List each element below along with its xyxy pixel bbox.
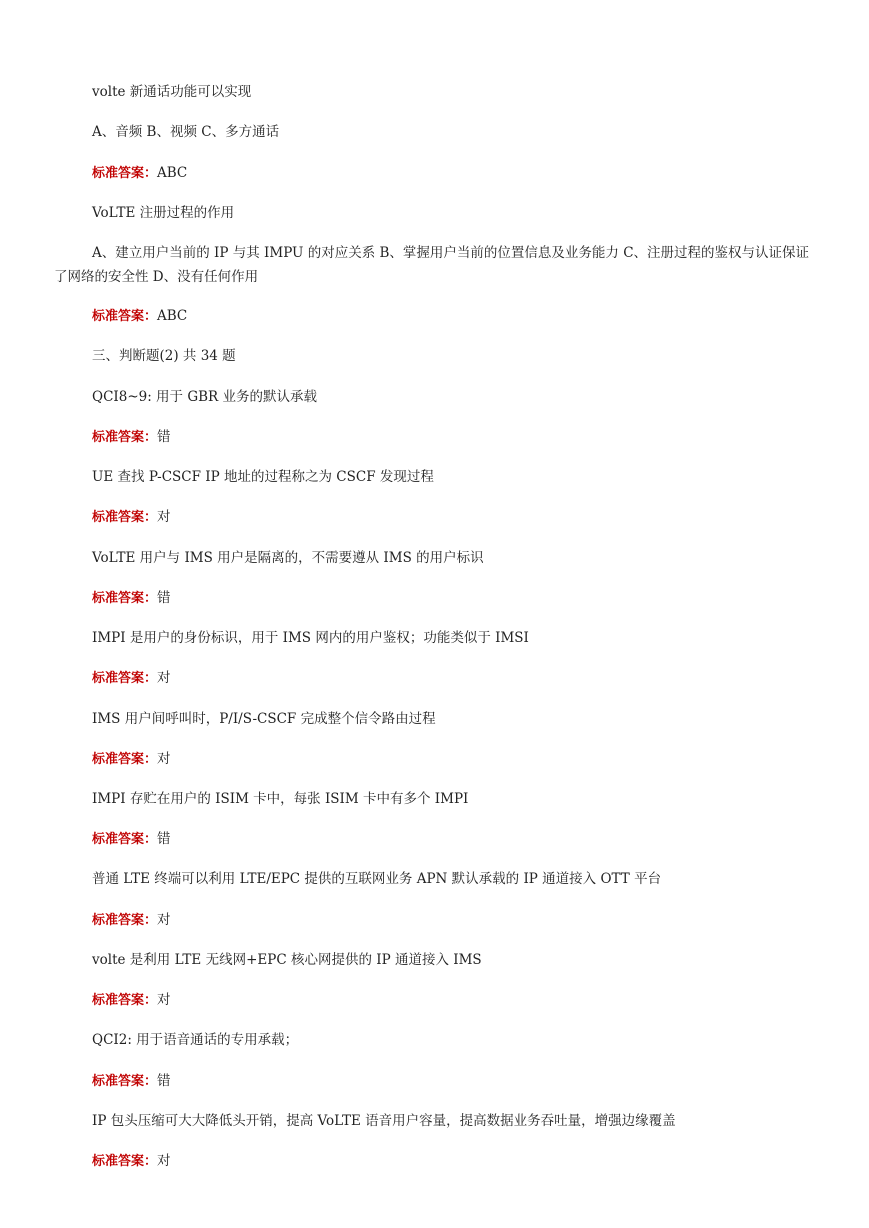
answer-value: 对: [157, 670, 171, 686]
answer-label: 标准答案：: [92, 1074, 158, 1089]
question-text: UE 查找 P-CSCF IP 地址的过程称之为 CSCF 发现过程: [92, 469, 434, 485]
answer-label: 标准答案：: [92, 671, 158, 686]
answer-label: 标准答案：: [92, 309, 158, 324]
question-text: QCI8~9: 用于 GBR 业务的默认承载: [92, 389, 318, 405]
answer-label: 标准答案：: [92, 993, 158, 1008]
answer-line: [92, 1151, 171, 1172]
answer-value: 错: [157, 429, 171, 445]
question-text: volte 是利用 LTE 无线网+EPC 核心网提供的 IP 通道接入 IMS: [92, 952, 482, 968]
answer-value: 错: [157, 590, 171, 606]
answer-line: [92, 163, 187, 184]
answer-line: [92, 306, 187, 327]
question-options: A、建立用户当前的 IP 与其 IMPU 的对应关系 B、掌握用户当前的位置信息及业务能力 C、注册过程的鉴权与认证保证了网络的安全性 D、没有任何作用: [54, 245, 810, 285]
answer-line: [92, 749, 171, 770]
answer-value: 对: [157, 1153, 171, 1169]
answer-value: 对: [157, 751, 171, 767]
answer-line: [92, 427, 171, 448]
answer-value: ABC: [157, 308, 188, 324]
question-text: IMPI 是用户的身份标识，用于 IMS 网内的用户鉴权；功能类似于 IMSI: [92, 630, 529, 646]
answer-label: 标准答案：: [92, 832, 158, 847]
question-text: IMS 用户间呼叫时，P/I/S-CSCF 完成整个信令路由过程: [92, 711, 436, 727]
answer-line: [92, 668, 171, 689]
question-text: QCI2: 用于语音通话的专用承载；: [92, 1032, 299, 1048]
answer-label: 标准答案：: [92, 510, 158, 525]
question-text: IMPI 存贮在用户的 ISIM 卡中，每张 ISIM 卡中有多个 IMPI: [92, 791, 469, 807]
answer-value: 对: [157, 509, 171, 525]
answer-label: 标准答案：: [92, 591, 158, 606]
answer-line: [92, 990, 171, 1011]
question-text: VoLTE 注册过程的作用: [92, 205, 235, 221]
answer-label: 标准答案：: [92, 913, 158, 928]
answer-value: 对: [157, 912, 171, 928]
answer-line: [92, 1071, 171, 1092]
answer-label: 标准答案：: [92, 752, 158, 767]
answer-label: 标准答案：: [92, 430, 158, 445]
question-text: VoLTE 用户与 IMS 用户是隔离的，不需要遵从 IMS 的用户标识: [92, 550, 484, 566]
answer-line: [92, 588, 171, 609]
answer-line: [92, 910, 171, 931]
answer-value: 错: [157, 1073, 171, 1089]
answer-value: ABC: [157, 165, 188, 181]
answer-line: [92, 829, 171, 850]
question-text: volte 新通话功能可以实现: [92, 84, 252, 100]
answer-line: [92, 507, 171, 528]
section-heading: 三、判断题(2) 共 34 题: [92, 348, 236, 364]
answer-label: 标准答案：: [92, 1154, 158, 1169]
answer-value: 对: [157, 992, 171, 1008]
question-options: A、音频 B、视频 C、多方通话: [92, 124, 280, 140]
question-text: IP 包头压缩可大大降低头开销，提高 VoLTE 语音用户容量，提高数据业务吞吐量，增强边缘覆盖: [92, 1113, 676, 1129]
answer-label: 标准答案：: [92, 166, 158, 181]
answer-value: 错: [157, 831, 171, 847]
question-text: 普通 LTE 终端可以利用 LTE/EPC 提供的互联网业务 APN 默认承载的 IP 通道接入 OTT 平台: [92, 871, 662, 887]
